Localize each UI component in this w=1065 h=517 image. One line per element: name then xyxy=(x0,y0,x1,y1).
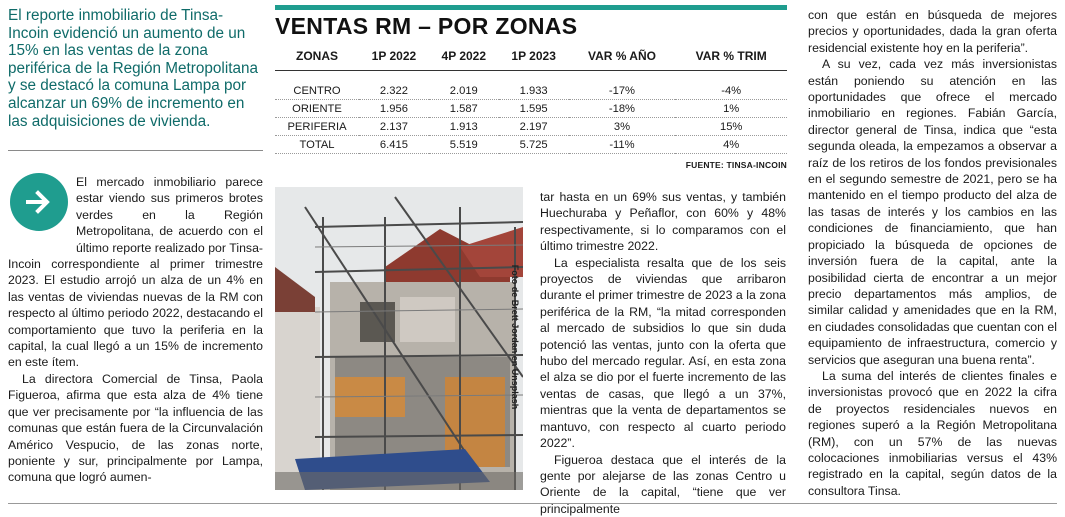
paragraph: con que están en búsqueda de mejores precios y oportunidades, dada la gran oferta residencial existente hoy en la periferia”. xyxy=(808,7,1057,56)
column-header: 1P 2023 xyxy=(499,46,569,71)
table-cell: 2.019 xyxy=(429,82,499,100)
table-cell: 1.933 xyxy=(499,82,569,100)
table-title: VENTAS RM – POR ZONAS xyxy=(275,13,577,40)
paragraph: A su vez, cada vez más inversionistas están poniendo su atención en las oportunidades que ofrece el mercado inmobiliario en regiones. Fabián García, director general de Tinsa, indica que “esta segunda oleada, la empezamos a observar a raíz de los retiros de los fondos previsionales en el segundo semestre de 2021, pero se ha mantenido en el tiempo producto del alza de las tasas de interés y los cambios en las condiciones de financiamiento, que han propiciado la búsqueda de opciones de inversión fuera de la capital, ante la posibilidad cierta de encontrar a un mejor precio departamentos más amplios, de similar calidad y amenidades que en la RM, en ciudades consolidadas que cuentan con el equipamiento de infraestructura, comercio y servicios que aseguran una buena renta”. xyxy=(808,56,1057,368)
paragraph: La suma del interés de clientes finales e inversionistas provocó que en 2022 la cifra de proyectos residenciales nuevos en regiones superó a la Región Metropolitana (RM), con un 57% de las nuevas colocaciones inmobiliarias versus el 43% registrado en la capital, según datos de la consultora Tinsa. xyxy=(808,368,1057,499)
table-cell: 6.415 xyxy=(359,136,429,154)
column-header: 4P 2022 xyxy=(429,46,499,71)
paragraph: La directora Comercial de Tinsa, Paola Figueroa, afirma que esta alza de 4% tiene que ver precisamente por “la influencia de las comunas que están fuera de la Circunvalación Américo Vespucio, de las zonas norte, poniente y sur, principalmente por Lampa, comuna que logró aumen- xyxy=(8,371,263,486)
table-cell: 1.913 xyxy=(429,118,499,136)
table-cell: -11% xyxy=(569,136,676,154)
lead-divider xyxy=(8,150,263,151)
table-row xyxy=(275,118,787,136)
table-row xyxy=(275,100,787,118)
table-cell: ORIENTE xyxy=(275,100,359,118)
table-header-row xyxy=(275,46,787,71)
table-source: FUENTE: TINSA-INCOIN xyxy=(275,160,787,170)
table-cell: PERIFERIA xyxy=(275,118,359,136)
column-header: ZONAS xyxy=(275,46,359,71)
table-cell: 2.197 xyxy=(499,118,569,136)
article-column-1 xyxy=(8,174,263,486)
column-header: VAR % TRIM xyxy=(675,46,787,71)
table-cell: -18% xyxy=(569,100,676,118)
table-cell: CENTRO xyxy=(275,82,359,100)
paragraph: La especialista resalta que de los seis proyectos de viviendas que arribaron durante el primer trimestre de 2023 a la zona periférica de la RM, “la mitad corresponden al mercado de subsidios lo que sin duda potenció las ventas, junto con la oferta que hubo del mercado regular. Así, en esta zona el alza se dio por el fuerte incremento de las ventas de casas, que llegó a un 37%, mientras que la venta de departamentos se mantuvo, con respecto al cuarto periodo 2022”. xyxy=(540,255,786,452)
column-header: VAR % AÑO xyxy=(569,46,676,71)
table-cell: 2.322 xyxy=(359,82,429,100)
table-row xyxy=(275,82,787,100)
house-construction-photo xyxy=(275,187,523,490)
table-cell: -4% xyxy=(675,82,787,100)
table-cell: 2.137 xyxy=(359,118,429,136)
table-cell: TOTAL xyxy=(275,136,359,154)
article-column-3 xyxy=(808,7,1057,499)
title-accent-bar xyxy=(275,5,787,10)
paragraph: Figueroa destaca que el interés de la gente por alejarse de las zonas Centro u Oriente de la capital, “tiene que ver principalmente xyxy=(540,452,786,517)
table-cell: 4% xyxy=(675,136,787,154)
photo-credit xyxy=(507,190,523,490)
table-cell: 1% xyxy=(675,100,787,118)
table-row xyxy=(275,136,787,154)
column-header: 1P 2022 xyxy=(359,46,429,71)
photo-credit-text: Foto de Brett Jordan en Unsplash xyxy=(510,190,520,484)
bottom-divider xyxy=(8,503,1057,504)
lead-summary: El reporte inmobiliario de Tinsa-Incoin evidenció un aumento de un 15% en las ventas de la zona periférica de la Región Metropolitana y se destacó la comuna Lampa por alcanzar un 69% de incremento en las adquisiciones de vivienda. xyxy=(8,7,263,130)
table-cell: 1.956 xyxy=(359,100,429,118)
table-cell: 15% xyxy=(675,118,787,136)
table-cell: 5.519 xyxy=(429,136,499,154)
table-cell: 3% xyxy=(569,118,676,136)
table-cell: 1.595 xyxy=(499,100,569,118)
table-cell: 5.725 xyxy=(499,136,569,154)
table-cell: -17% xyxy=(569,82,676,100)
sales-table xyxy=(275,46,787,154)
table-cell: 1.587 xyxy=(429,100,499,118)
paragraph: El mercado inmobiliario parece estar viendo sus primeros brotes verdes en la Región Metropolitana, de acuerdo con el último reporte realizado por Tinsa-Incoin correspondiente al primer trimestre 2023. El estudio arrojó un alza de un 4% en las ventas de viviendas nuevas de la RM con respecto al último periodo 2022, destacando el comportamiento que tuvo la periferia en la capital, la cual llegó a un 15% de incremento en este ítem. xyxy=(8,174,263,371)
paragraph: tar hasta en un 69% sus ventas, y también Huechuraba y Peñaflor, con 60% y 48% respectivamente, si lo comparamos con el último trimestre 2022. xyxy=(540,189,786,255)
article-column-2 xyxy=(540,189,786,517)
